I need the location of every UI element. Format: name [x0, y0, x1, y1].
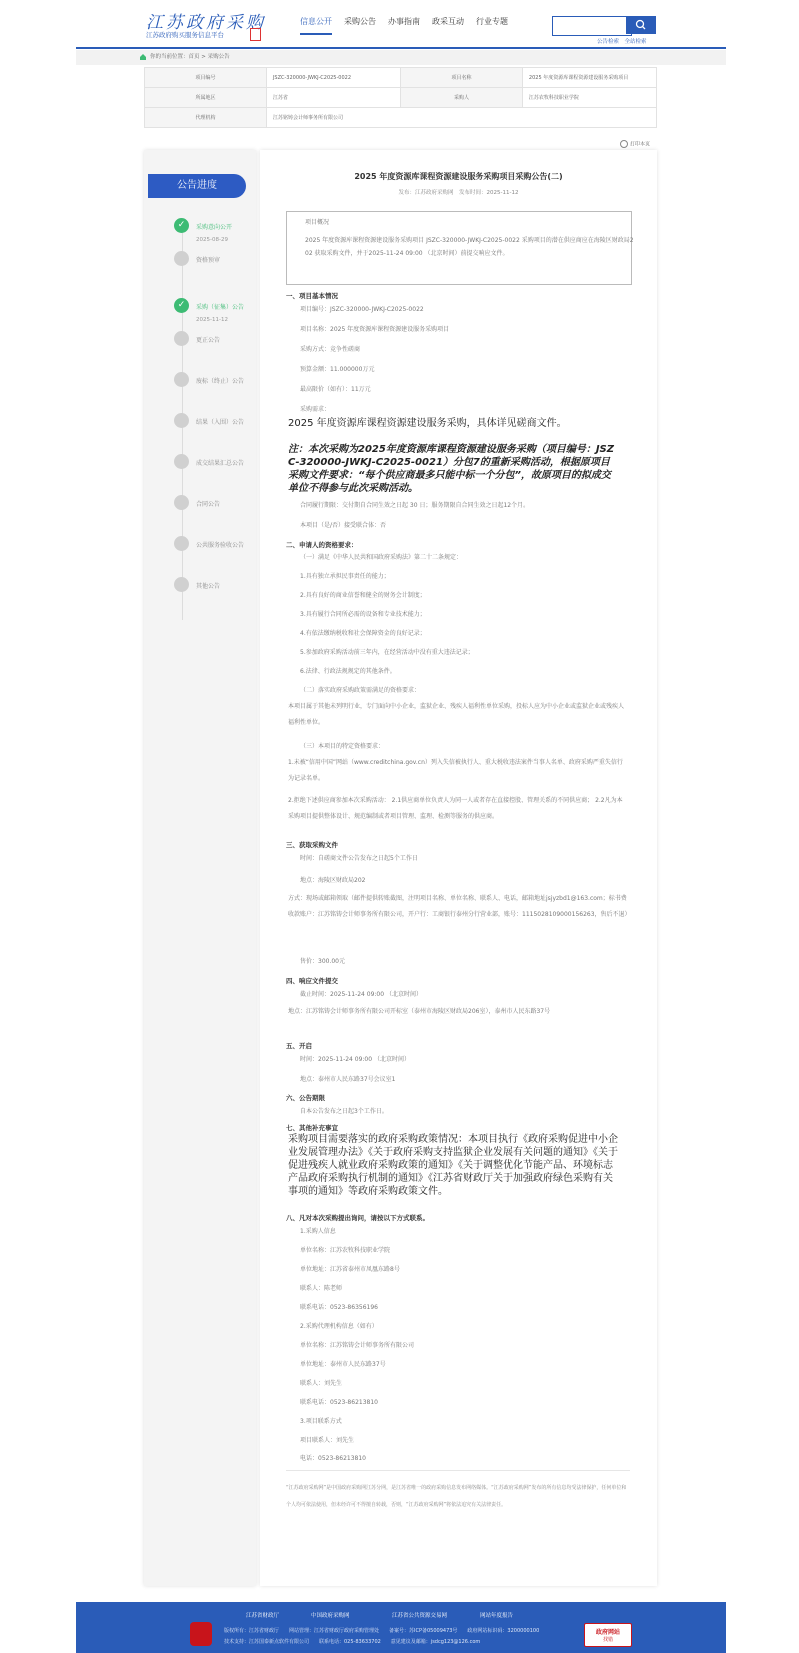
table-cell-label: 项目编号: [145, 68, 267, 88]
section-heading: 七、其他补充事宜: [286, 1124, 338, 1132]
progress-step-label: 合同公告: [196, 501, 221, 508]
progress-step[interactable]: [174, 536, 254, 576]
list-item: 3.具有履行合同所必需的设备和专业技术能力；: [300, 611, 426, 618]
project-overview-box: [286, 211, 632, 285]
table-cell-value: 江苏省: [266, 88, 400, 108]
list-item: （一）满足《中华人民共和国政府采购法》第二十二条规定：: [300, 554, 463, 561]
step-dot-icon: [174, 251, 189, 266]
footer-link[interactable]: 江苏省公共资源交易网: [392, 1613, 448, 1619]
policy-statement: 采购项目需要落实的政府采购政策情况：本项目执行《政府采购促进中小企业发展管理办法》《关于政府采购支持监狱企业发展有关问题的通知》《关于促进残疾人就业政府采购政策的通知》《关于调整优化节能产品、环境标志产品政府采购执行机制的通知》《江苏省财政厅关于加强政府绿色采购有关事项的通知》等政府采购政策文件。: [288, 1134, 618, 1197]
list-item: 项目编号：JSZC-320000-JWKJ-C2025-0022: [300, 306, 424, 313]
list-item: 联系人：陈老师: [300, 1285, 343, 1292]
header-divider: [76, 47, 726, 49]
search-button[interactable]: [626, 16, 656, 34]
policy-requirement: 本项目属于其他未列明行业，专门面向中小企业，监狱企业、残疾人福利性单位采购，投标人应为中小企业或监狱企业或残疾人福利性单位。: [288, 703, 625, 726]
logo-seal-icon: [250, 28, 261, 41]
list-item: 项目名称：2025 年度资源库课程资源建设服务采购项目: [300, 326, 450, 333]
notice-progress-sidebar: [144, 150, 256, 1586]
check-icon: ✓: [174, 218, 189, 233]
check-icon: ✓: [174, 298, 189, 313]
list-item: 单位地址：泰州市人民东路37号: [300, 1361, 386, 1368]
progress-step-label: 废标（终止）公告: [196, 378, 245, 385]
step-dot-icon: [174, 495, 189, 510]
list-item: 采购方式：竞争性磋商: [300, 346, 361, 353]
section-heading: 六、公告期限: [286, 1094, 325, 1102]
section-heading: 一、项目基本情况: [286, 292, 338, 300]
print-button[interactable]: [620, 140, 650, 148]
footer-copyright: 版权所有：江苏省财政厅 网站管理：江苏省财政厅政府采购管理处 备案号：苏ICP备05009473号 政府网站标识码：3200000100: [224, 1628, 540, 1634]
section-heading: 二、申请人的资格要求：: [286, 541, 358, 549]
list-item: 单位名称：江苏农牧科技职业学院: [300, 1247, 391, 1254]
list-item: 2.采购代理机构信息（如有）: [300, 1323, 378, 1330]
footer-link[interactable]: 江苏省财政厅: [246, 1613, 280, 1619]
list-item: 项目联系人：刘先生: [300, 1437, 355, 1444]
nav-item-interaction[interactable]: 政采互动: [432, 17, 464, 26]
list-item: 时间：自磋商文件公告发布之日起5个工作日: [300, 855, 418, 862]
list-item: 合同履行期限：交付期自合同生效之日起 30 日；服务期限自合同生效之日起12个月。: [300, 502, 530, 509]
table-cell-label: 项目名称: [400, 68, 522, 88]
search-input[interactable]: [552, 16, 632, 36]
logo-title: 江苏政府采购: [146, 13, 266, 33]
article-meta: 发布：江苏政府采购网 发布时间：2025-11-12: [398, 190, 519, 196]
special-requirement-2: 2.拒绝下述供应商参加本次采购活动： 2.1供应商单位负责人为同一人或者存在直接控股、管理关系的不同供应商； 2.2凡为本采购项目提供整体设计、规范编制或者项目管理、监理、检测等服务的供应商。: [288, 797, 623, 820]
progress-step-label: 结果（入围）公告: [196, 419, 245, 426]
badge-title: 政府网站: [595, 1629, 620, 1636]
step-dot-icon: [174, 577, 189, 592]
gov-site-error-badge[interactable]: [584, 1623, 632, 1647]
procurement-note: 注：本次采购为2025年度资源库课程资源建设服务采购（项目编号：JSZC-320000-JWKJ-C2025-0021）分包7的重新采购活动，根据原项目采购文件要求：“每个供应商最多只能中标一个分包”，故原项目的拟成交单位不得参与此次采购活动。: [288, 444, 615, 494]
divider: [286, 1470, 630, 1471]
site-footer: [76, 1602, 726, 1653]
overview-heading: 项目概况: [305, 219, 330, 226]
list-item: 预算金额：11.000000万元: [300, 366, 375, 373]
national-emblem-icon: [190, 1622, 212, 1646]
table-cell-value: 2025 年度资源库课程资源建设服务采购项目: [522, 68, 656, 88]
list-item: 单位地址：江苏省泰州市凤凰东路8号: [300, 1266, 400, 1273]
footer-link[interactable]: 中国政府采购网: [311, 1613, 350, 1619]
progress-step-label: 采购意向公开: [196, 224, 233, 231]
acquisition-method: 方式：现场或邮箱领取（邮件提供转账截图，注明项目名称、单位名称、联系人、电话，邮箱地址jsjyzbd1@163.com；标书费收款账户：江苏铭铸会计师事务所有限公司，开户行：工商银行泰州分行营业部，账号：1115028109000156263，售后不退）: [288, 895, 631, 918]
progress-step[interactable]: [174, 413, 254, 453]
progress-step[interactable]: [174, 495, 254, 535]
table-row: [145, 68, 657, 88]
list-item: 地点：海陵区财政局202: [300, 877, 366, 884]
procurement-requirement: 2025 年度资源库课程资源建设服务采购，具体详见磋商文件。: [288, 418, 567, 429]
progress-step-date: 2025-11-12: [196, 317, 228, 323]
list-item: 联系电话：0523-86213810: [300, 1399, 378, 1406]
site-header: [0, 0, 799, 48]
table-row: [145, 108, 657, 128]
list-item: 3.项目联系方式: [300, 1418, 342, 1425]
progress-step[interactable]: [174, 454, 254, 494]
list-item: 5.参加政府采购活动前三年内，在经营活动中没有重大违法记录；: [300, 649, 474, 656]
footer-link[interactable]: 网站年度报告: [480, 1613, 514, 1619]
copyright-note: “江苏政府采购网”是中国政府采购网江苏分网，是江苏省唯一的政府采购信息发布网络媒体。“江苏政府采购网”发布的所有信息均受法律保护，任何单位和个人均可依法使用，但未经许可不得擅自转载，否则，“江苏政府采购网”将依法追究有关法律责任。: [286, 1485, 627, 1508]
breadcrumb-text[interactable]: 你的当前位置：首页 > 采购公告: [150, 54, 230, 60]
section-heading: 三、获取采购文件: [286, 841, 338, 849]
list-item: 单位名称：江苏铭铸会计师事务所有限公司: [300, 1342, 415, 1349]
progress-step-label: 采购（征集）公告: [196, 304, 245, 311]
footer-support: 技术支持：江苏国泰新点软件有限公司 联系电话：025-83633702 意见建议及邮箱：jsdcg123@126.com: [224, 1639, 481, 1645]
step-dot-icon: [174, 454, 189, 469]
progress-step-label: 成交结果汇总公告: [196, 460, 245, 467]
list-item: （三）本项目的特定资格要求：: [300, 743, 385, 750]
article-title: 2025 年度资源库课程资源建设服务采购项目采购公告(二): [354, 172, 563, 181]
table-cell-label: 代理机构: [145, 108, 267, 128]
article-panel: [260, 150, 657, 1586]
progress-step[interactable]: [174, 331, 254, 371]
list-item: 1.具有独立承担民事责任的能力；: [300, 573, 390, 580]
list-item: 6.法律、行政法规规定的其他条件。: [300, 668, 396, 675]
section-heading: 八、凡对本次采购提出询问，请按以下方式联系。: [286, 1214, 429, 1222]
list-item: 最高限价（如有）：11万元: [300, 386, 371, 393]
badge-subtitle: 找错: [602, 1637, 613, 1643]
list-item: 截止时间：2025-11-24 09:00 （北京时间）: [300, 991, 422, 998]
section-heading: 五、开启: [286, 1042, 312, 1050]
progress-step-label: 更正公告: [196, 337, 221, 344]
site-logo[interactable]: [146, 8, 266, 44]
nav-item-procurement-notices[interactable]: 采购公告: [344, 17, 376, 26]
submission-place: 地点：江苏铭铸会计师事务所有限公司开标室（泰州市海陵区财政局206室），泰州市人民东路37号: [288, 1008, 551, 1015]
list-item: 联系人：刘先生: [300, 1380, 343, 1387]
breadcrumb: [76, 50, 726, 65]
step-dot-icon: [174, 331, 189, 346]
list-item: 地点：泰州市人民东路37号会议室1: [300, 1076, 396, 1083]
list-item: 1.采购人信息: [300, 1228, 336, 1235]
print-label: 打印本页: [630, 141, 651, 148]
search-links[interactable]: 公告检索 全站检索: [597, 39, 647, 45]
list-item: 采购需求：: [300, 406, 331, 413]
overview-body: 2025 年度资源库课程资源建设服务采购项目 JSZC-320000-JWKJ-C2025-0022 采购项目的潜在供应商应在海陵区财政局202 获取采购文件，并于2025-11-24 09:00 （北京时间）前提交响应文件。: [305, 237, 634, 257]
step-dot-icon: [174, 372, 189, 387]
progress-title: 公告进度: [148, 174, 246, 198]
step-dot-icon: [174, 536, 189, 551]
list-item: 电话：0523-86213810: [300, 1455, 366, 1462]
list-item: 4.有依法缴纳税收和社会保障资金的良好记录；: [300, 630, 426, 637]
table-cell-value: 江苏农牧科技职业学院: [522, 88, 656, 108]
progress-step[interactable]: [174, 577, 254, 617]
step-dot-icon: [174, 413, 189, 428]
nav-item-industry-topics[interactable]: 行业专题: [476, 17, 508, 26]
table-cell-label: 所属地区: [145, 88, 267, 108]
project-info-table: [144, 67, 657, 128]
progress-step-label: 公共服务验收公告: [196, 542, 245, 549]
list-item: 联系电话：0523-86356196: [300, 1304, 378, 1311]
progress-step[interactable]: [174, 372, 254, 412]
search-icon: [626, 16, 656, 34]
table-cell-value: 江苏铭铸会计师事务所有限公司: [266, 108, 656, 128]
list-item: （二）落实政府采购政策需满足的资格要求：: [300, 687, 421, 694]
nav-item-info-disclosure[interactable]: 信息公开: [300, 16, 332, 35]
progress-step-label: 其他公告: [196, 583, 221, 590]
table-cell-value: JSZC-320000-JWKJ-C2025-0022: [266, 68, 400, 88]
list-item: 时间：2025-11-24 09:00 （北京时间）: [300, 1056, 410, 1063]
home-icon: [139, 53, 147, 61]
section-heading: 四、响应文件提交: [286, 977, 338, 985]
print-icon: [620, 140, 628, 148]
logo-subtitle: 江苏政府购买服务信息平台: [146, 31, 224, 39]
progress-step-label: 资格预审: [196, 257, 221, 264]
table-cell-label: 采购人: [400, 88, 522, 108]
list-item: 售价：300.00元: [300, 958, 345, 965]
table-row: [145, 88, 657, 108]
special-requirement-1: 1.未被“信用中国”网站（www.creditchina.gov.cn）列入失信被执行人、重大税收违法案件当事人名单、政府采购严重失信行为记录名单。: [288, 759, 623, 782]
list-item: 自本公告发布之日起3个工作日。: [300, 1108, 388, 1115]
list-item: 2.具有良好的商业信誉和健全的财务会计制度；: [300, 592, 426, 599]
progress-step[interactable]: [174, 251, 254, 291]
list-item: 本项目（是/否）接受联合体：否: [300, 522, 387, 529]
nav-item-service-guide[interactable]: 办事指南: [388, 17, 420, 26]
footer-links: [76, 1611, 726, 1621]
progress-step-date: 2025-08-29: [196, 237, 228, 243]
